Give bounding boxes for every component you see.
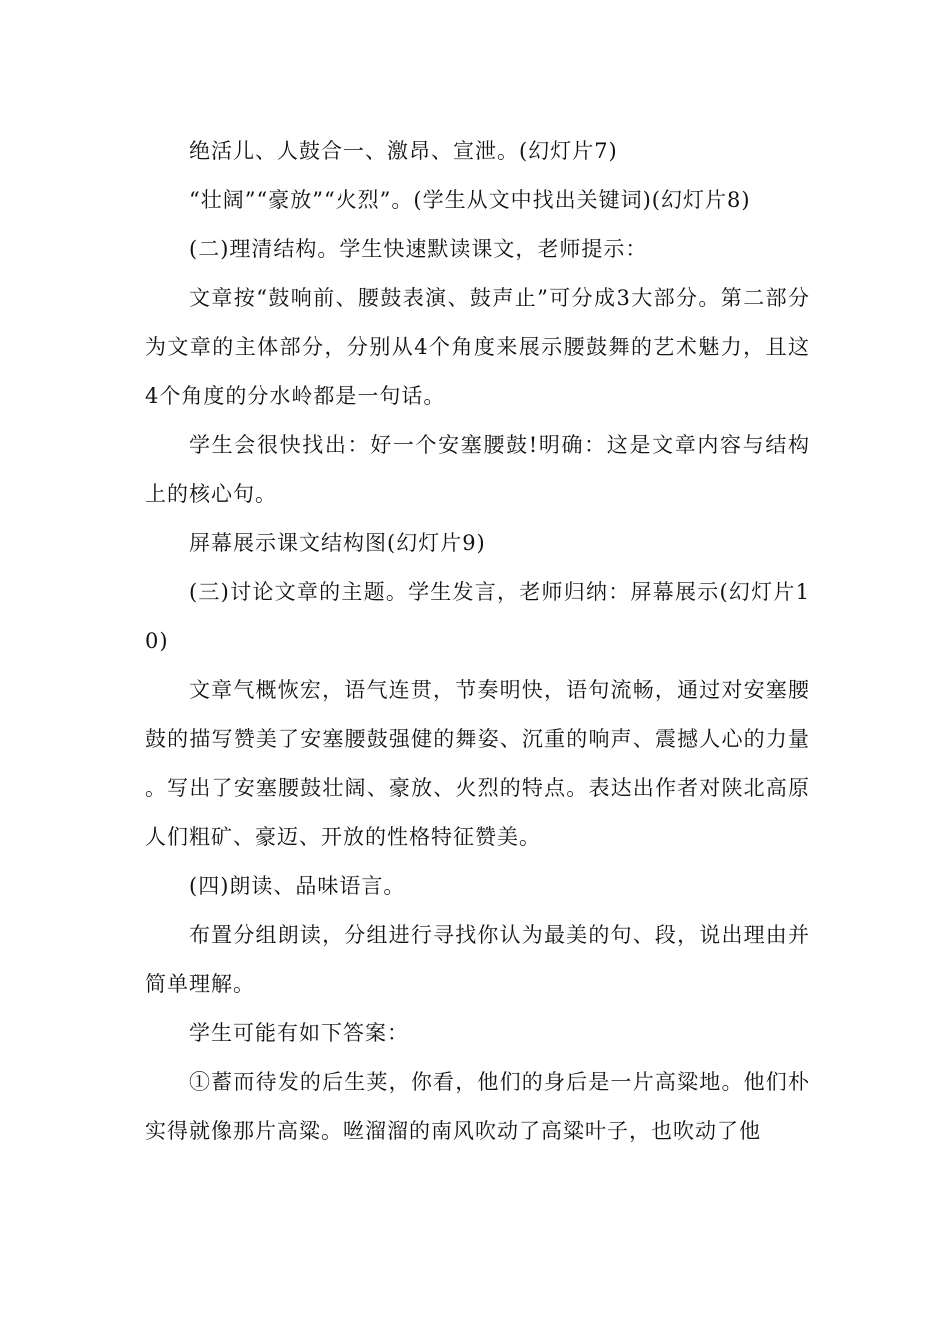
paragraph-group-reading: 布置分组朗读，分组进行寻找你认为最美的句、段，说出理由并简单理解。: [145, 923, 810, 996]
paragraph-section-2-heading: (二)理清结构。学生快速默读课文，老师提示：: [189, 237, 648, 261]
paragraph-core-sentence: 学生会很快找出：好一个安塞腰鼓!明确：这是文章内容与结构上的核心句。: [145, 433, 810, 506]
paragraph-answer-1: ①蓄而待发的后生荚，你看，他们的身后是一片高粱地。他们朴实得就像那片高粱。咝溜溜的南风吹动了高粱叶子，也吹动了他: [145, 1070, 810, 1143]
paragraph-section-4-heading: (四)朗读、品味语言。: [189, 874, 406, 898]
paragraph-structure-explanation: 文章按“鼓响前、腰鼓表演、鼓声止”可分成3大部分。第二部分为文章的主体部分，分别从4个角度来展示腰鼓舞的艺术魅力，且这4个角度的分水岭都是一句话。: [145, 286, 810, 408]
document-body: [145, 127, 810, 1156]
paragraph-theme-summary: 文章气概恢宏，语气连贯，节奏明快，语句流畅，通过对安塞腰鼓的描写赞美了安塞腰鼓强健的舞姿、沉重的响声、震撼人心的力量。写出了安塞腰鼓壮阔、豪放、火烈的特点。表达出作者对陕北高原人们粗矿、豪迈、开放的性格特征赞美。: [145, 678, 810, 849]
paragraph-section-3-heading: (三)讨论文章的主题。学生发言，老师归纳：屏幕展示(幻灯片10): [145, 580, 810, 653]
paragraph-slide-7-keywords: 绝活儿、人鼓合一、激昂、宣泄。(幻灯片7): [189, 139, 618, 163]
paragraph-possible-answers: 学生可能有如下答案：: [189, 1021, 409, 1045]
paragraph-slide-9-structure: 屏幕展示课文结构图(幻灯片9): [189, 531, 486, 555]
paragraph-slide-8-keywords: “壮阔”“豪放”“火烈”。(学生从文中找出关键词)(幻灯片8): [189, 188, 751, 212]
